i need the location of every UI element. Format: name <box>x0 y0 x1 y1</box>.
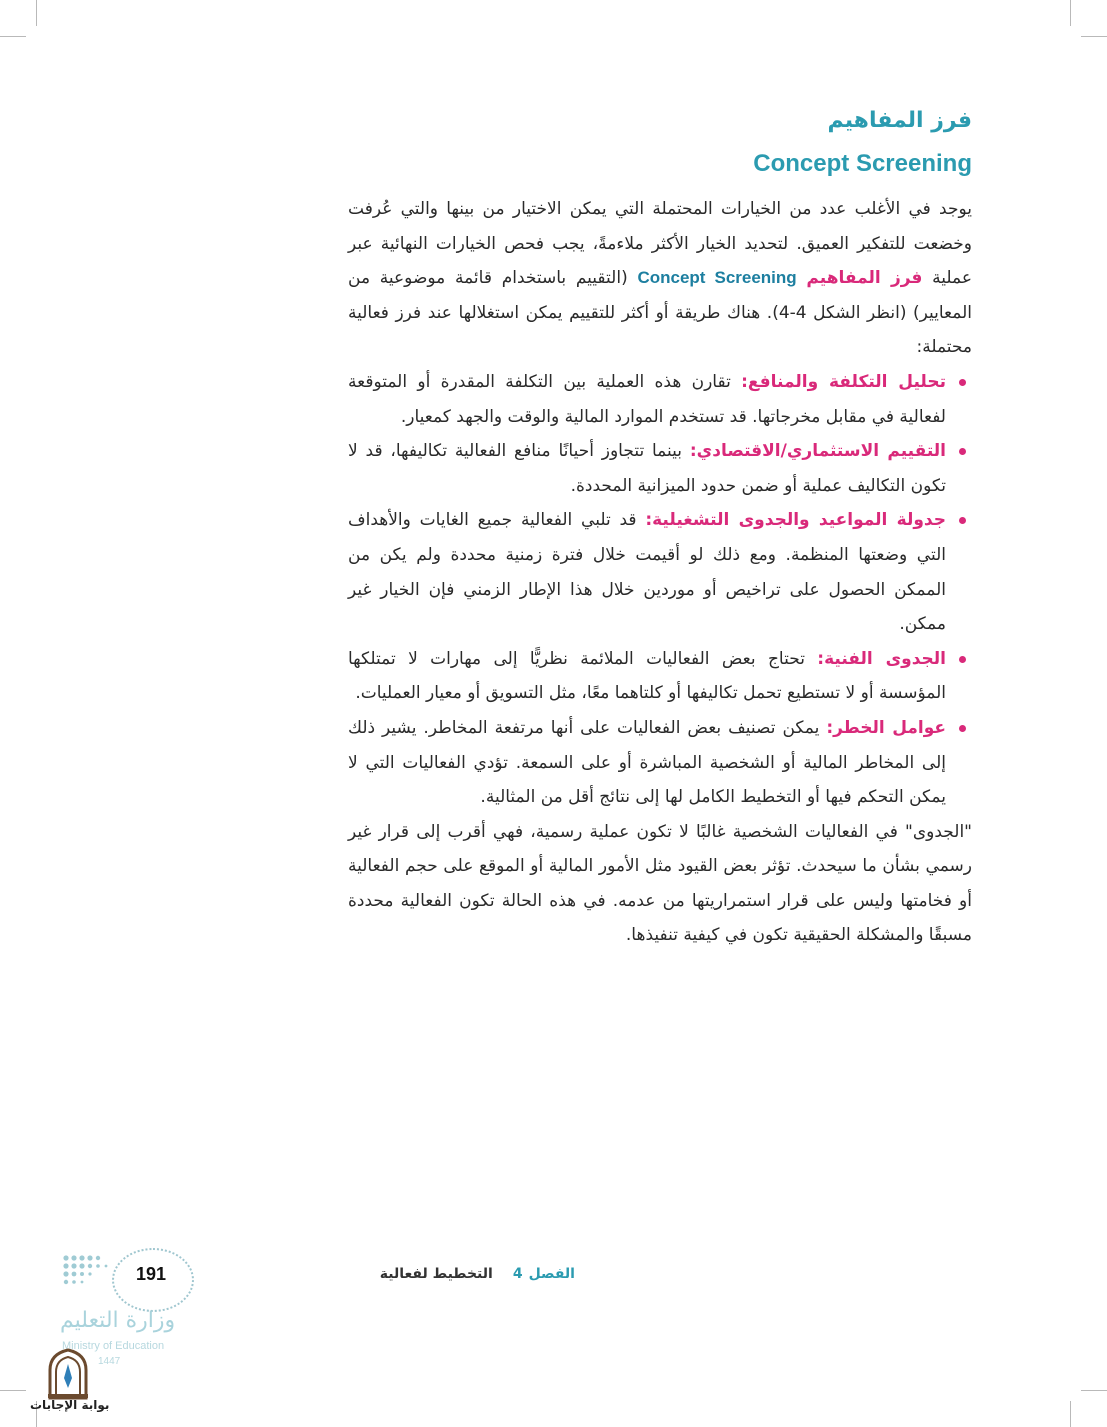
criterion-term: عوامل الخطر: <box>826 717 946 738</box>
chapter-title: التخطيط لفعالية <box>379 1266 493 1282</box>
bullet-icon <box>959 448 966 455</box>
bullet-icon <box>959 517 966 524</box>
bullet-icon <box>959 656 966 663</box>
criterion-text: يمكن تصنيف بعض الفعاليات على أنها مرتفعة المخاطر. يشير ذلك إلى المخاطر المالية أو الشخصية المباشرة أو على السمعة. تؤدي الفعاليات التي لا يمكن التحكم فيها أو التخطيط الكامل لها إلى نتائج أقل من المثالية. <box>348 717 946 808</box>
ministry-year: 1447 <box>98 1356 121 1367</box>
crop-mark <box>0 1390 26 1391</box>
closing-paragraph: "الجدوى" في الفعاليات الشخصية غالبًا لا تكون عملية رسمية، فهي أقرب إلى قرار غير رسمي بشأن ما سيحدث. تؤثر بعض القيود مثل الأمور المالية أو الموقع على حجم الفعالية أو فخامتها وليس على قرار استمراريتها من عدمه. في هذه الحالة تكون الفعالية محددة مسبقًا والمشكلة الحقيقية تكون في كيفية تنفيذها. <box>348 821 972 946</box>
criterion-term: جدولة المواعيد والجدوى التشغيلية: <box>645 510 946 531</box>
crop-mark <box>1081 36 1107 37</box>
crop-mark <box>1081 1390 1107 1391</box>
chapter-footer <box>345 1266 575 1292</box>
chapter-number: 4 <box>512 1266 523 1282</box>
bullet-icon <box>959 379 966 386</box>
gate-logo-icon <box>44 1348 92 1400</box>
ministry-name-arabic: وزارة التعليم <box>60 1308 176 1333</box>
crop-mark <box>0 36 26 37</box>
criteria-list <box>348 365 972 815</box>
intro-term-english: Concept Screening <box>637 268 797 288</box>
chapter-label: الفصل <box>528 1266 575 1282</box>
intro-paragraph <box>348 192 972 365</box>
page-number: 191 <box>135 1264 167 1284</box>
list-item <box>348 365 946 434</box>
intro-text-end: (التقييم باستخدام قائمة موضوعية من المعايير) (انظر الشكل 4-4). هناك طريقة أو أكثر للتقييم يمكن استغلالها عند فرز فعالية محتملة: <box>348 268 972 358</box>
criterion-text: بينما تتجاوز أحيانًا منافع الفعالية تكاليفها، قد لا تكون التكاليف عملية أو ضمن حدود الميزانية المحددة. <box>348 441 946 496</box>
criterion-text: تقارن هذه العملية بين التكلفة المقدرة أو المتوقعة لفعالية في مقابل مخرجاتها. قد تستخدم الموارد المالية والوقت والجهد كمعيار. <box>348 371 946 427</box>
list-item <box>348 503 946 641</box>
section-title-arabic: فرز المفاهيم <box>827 108 972 133</box>
ministry-name-english: Ministry of Education <box>62 1340 165 1352</box>
list-item <box>348 642 946 711</box>
dot-pattern-icon <box>62 1254 114 1288</box>
gate-label: بوابة الإجابات <box>30 1398 110 1412</box>
criterion-text: قد تلبي الفعالية جميع الغايات والأهداف التي وضعتها المنظمة. ومع ذلك لو أقيمت خلال فترة زمنية محددة ولم يكن من الممكن الحصول على تراخيص أو موردين خلال هذا الإطار الزمني فإن الخيار غير ممكن. <box>348 510 946 635</box>
criterion-text: تحتاج بعض الفعاليات الملائمة نظريًّا إلى مهارات لا تمتلكها المؤسسة أو لا تستطيع تحمل تكاليفها أو كلتاهما معًا، مثل التسويق أو معيار العمليات. <box>348 648 946 704</box>
page-body <box>348 100 972 953</box>
list-item <box>348 434 946 503</box>
criterion-term: التقييم الاستثماري/الاقتصادي: <box>689 441 947 462</box>
list-item <box>348 711 946 815</box>
crop-mark <box>1070 1401 1071 1427</box>
section-title-english: Concept Screening <box>753 150 972 177</box>
intro-term-arabic: فرز المفاهيم <box>806 268 923 289</box>
crop-mark <box>1070 0 1071 26</box>
criterion-term: الجدوى الفنية: <box>817 648 947 669</box>
criterion-term: تحليل التكلفة والمنافع: <box>741 371 946 392</box>
bullet-icon <box>959 725 966 732</box>
intro-text-start: يوجد في الأغلب عدد من الخيارات المحتملة التي يمكن الاختيار من بينها والتي عُرفت وخضعت للتفكير العميق. لتحديد الخيار الأكثر ملاءمةً، يجب فحص الخيارات النهائية عبر عملية <box>348 199 973 289</box>
crop-mark <box>36 0 37 26</box>
